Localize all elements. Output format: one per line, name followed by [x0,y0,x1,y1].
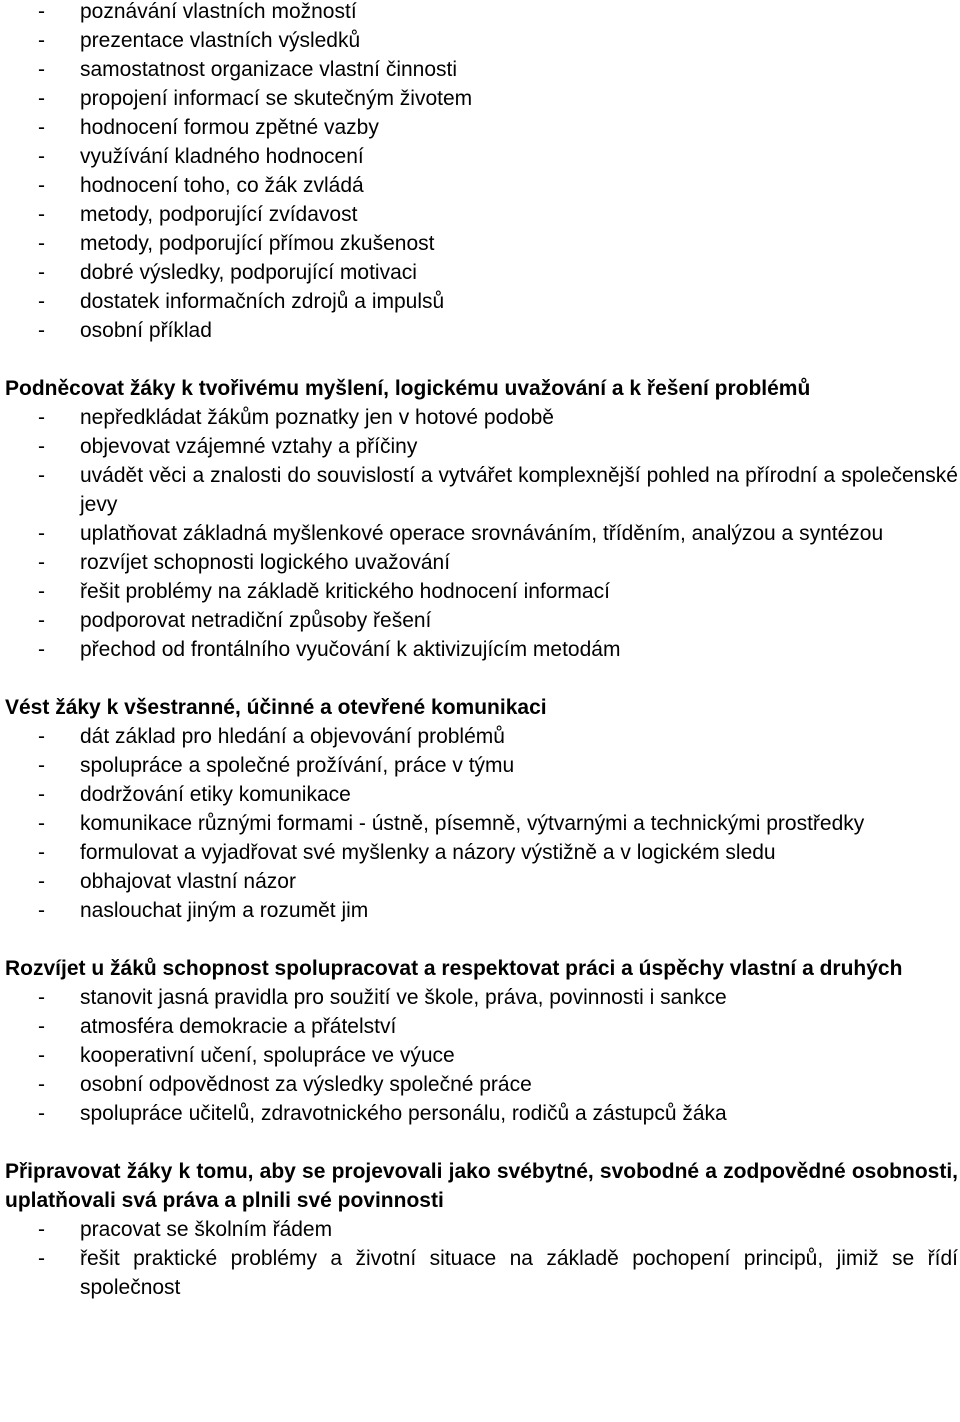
list-item [5,780,958,809]
list-item-text: dodržování etiky komunikace [80,783,351,806]
list-item-text: propojení informací se skutečným životem [80,87,473,110]
list-item [5,26,958,55]
list-item-text: osobní odpovědnost za výsledky společné práce [80,1073,532,1096]
list-item-text: nepředkládat žákům poznatky jen v hotové podobě [80,406,554,429]
bullet-list [5,722,958,925]
section-heading: Rozvíjet u žáků schopnost spolupracovat a respektovat práci a úspěchy vlastní a druhých [5,957,903,980]
list-item-text: osobní příklad [80,319,212,342]
list-item-text: uvádět věci a znalosti do souvislostí a vytvářet komplexnější pohled na přírodní a společenské jevy [80,464,958,516]
dash-marker: - [38,116,45,139]
dash-marker: - [38,1247,45,1270]
section-cooperation [5,954,958,1128]
list-item-text: dát základ pro hledání a objevování problémů [80,725,505,748]
list-item [5,1244,958,1302]
dash-marker: - [38,1073,45,1096]
dash-marker: - [38,435,45,458]
list-item [5,403,958,432]
section-heading: Podněcovat žáky k tvořivému myšlení, logickému uvažování a k řešení problémů [5,377,811,400]
list-item [5,287,958,316]
list-item [5,896,958,925]
list-item-text: stanovit jasná pravidla pro soužití ve škole, práva, povinnosti i sankce [80,986,727,1009]
list-item-text: rozvíjet schopnosti logického uvažování [80,551,451,574]
list-item-text: atmosféra demokracie a přátelství [80,1015,397,1038]
list-item-text: obhajovat vlastní názor [80,870,296,893]
dash-marker: - [38,174,45,197]
list-item [5,606,958,635]
section-heading: Připravovat žáky k tomu, aby se projevovali jako svébytné, svobodné a zodpovědné osobnosti, uplatňovali svá práva a plnili své povinnosti [5,1160,958,1212]
list-item [5,635,958,664]
dash-marker: - [38,87,45,110]
list-item-text: spolupráce učitelů, zdravotnického personálu, rodičů a zástupců žáka [80,1102,727,1125]
dash-marker: - [38,725,45,748]
dash-marker: - [38,1218,45,1241]
dash-marker: - [38,754,45,777]
dash-marker: - [38,609,45,632]
list-item [5,838,958,867]
list-item-text: dobré výsledky, podporující motivaci [80,261,417,284]
list-item-text: hodnocení toho, co žák zvládá [80,174,364,197]
list-item [5,809,958,838]
list-item-text: samostatnost organizace vlastní činnosti [80,58,458,81]
dash-marker: - [38,1015,45,1038]
bullet-list [5,0,958,345]
dash-marker: - [38,319,45,342]
section-responsibility [5,1157,958,1302]
list-item [5,1070,958,1099]
section-heading: Vést žáky k všestranné, účinné a otevřené komunikaci [5,696,547,719]
dash-marker: - [38,986,45,1009]
list-item [5,258,958,287]
dash-marker: - [38,464,45,487]
list-item-text: kooperativní učení, spolupráce ve výuce [80,1044,455,1067]
list-item [5,867,958,896]
dash-marker: - [38,522,45,545]
dash-marker: - [38,1102,45,1125]
list-item-text: prezentace vlastních výsledků [80,29,361,52]
dash-marker: - [38,29,45,52]
list-item [5,1041,958,1070]
list-item-text: hodnocení formou zpětné vazby [80,116,379,139]
list-item [5,1012,958,1041]
list-item [5,316,958,345]
list-item [5,229,958,258]
list-item [5,548,958,577]
list-item [5,751,958,780]
dash-marker: - [38,406,45,429]
section-intro [5,0,958,345]
list-item-text: spolupráce a společné prožívání, práce v týmu [80,754,515,777]
dash-marker: - [38,841,45,864]
dash-marker: - [38,58,45,81]
list-item-text: uplatňovat základná myšlenkové operace srovnáváním, tříděním, analýzou a syntézou [80,522,884,545]
list-item [5,142,958,171]
dash-marker: - [38,783,45,806]
list-item-text: naslouchat jiným a rozumět jim [80,899,369,922]
dash-marker: - [38,551,45,574]
dash-marker: - [38,812,45,835]
list-item [5,1099,958,1128]
dash-marker: - [38,232,45,255]
list-item [5,577,958,606]
list-item-text: metody, podporující přímou zkušenost [80,232,435,255]
bullet-list [5,1215,958,1302]
list-item [5,432,958,461]
dash-marker: - [38,1044,45,1067]
dash-marker: - [38,203,45,226]
list-item-text: přechod od frontálního vyučování k aktivizujícím metodám [80,638,621,661]
list-item [5,722,958,751]
list-item-text: metody, podporující zvídavost [80,203,358,226]
list-item-text: pracovat se školním řádem [80,1218,333,1241]
list-item [5,0,958,26]
list-item-text: poznávání vlastních možností [80,0,357,23]
dash-marker: - [38,145,45,168]
list-item [5,55,958,84]
list-item [5,200,958,229]
dash-marker: - [38,899,45,922]
dash-marker: - [38,261,45,284]
list-item [5,113,958,142]
list-item-text: komunikace různými formami - ústně, písemně, výtvarnými a technickými prostředky [80,812,865,835]
list-item-text: řešit praktické problémy a životní situace na základě pochopení principů, jimiž se řídí společnost [80,1247,958,1299]
dash-marker: - [38,580,45,603]
list-item [5,461,958,519]
list-item [5,519,958,548]
list-item [5,1215,958,1244]
dash-marker: - [38,290,45,313]
list-item [5,983,958,1012]
list-item-text: dostatek informačních zdrojů a impulsů [80,290,445,313]
dash-marker: - [38,0,45,23]
list-item-text: řešit problémy na základě kritického hodnocení informací [80,580,610,603]
section-creative-thinking [5,374,958,664]
list-item-text: objevovat vzájemné vztahy a příčiny [80,435,418,458]
list-item [5,171,958,200]
bullet-list [5,403,958,664]
section-communication [5,693,958,925]
list-item [5,84,958,113]
list-item-text: podporovat netradiční způsoby řešení [80,609,432,632]
dash-marker: - [38,870,45,893]
bullet-list [5,983,958,1128]
list-item-text: využívání kladného hodnocení [80,145,364,168]
dash-marker: - [38,638,45,661]
list-item-text: formulovat a vyjadřovat své myšlenky a názory výstižně a v logickém sledu [80,841,776,864]
